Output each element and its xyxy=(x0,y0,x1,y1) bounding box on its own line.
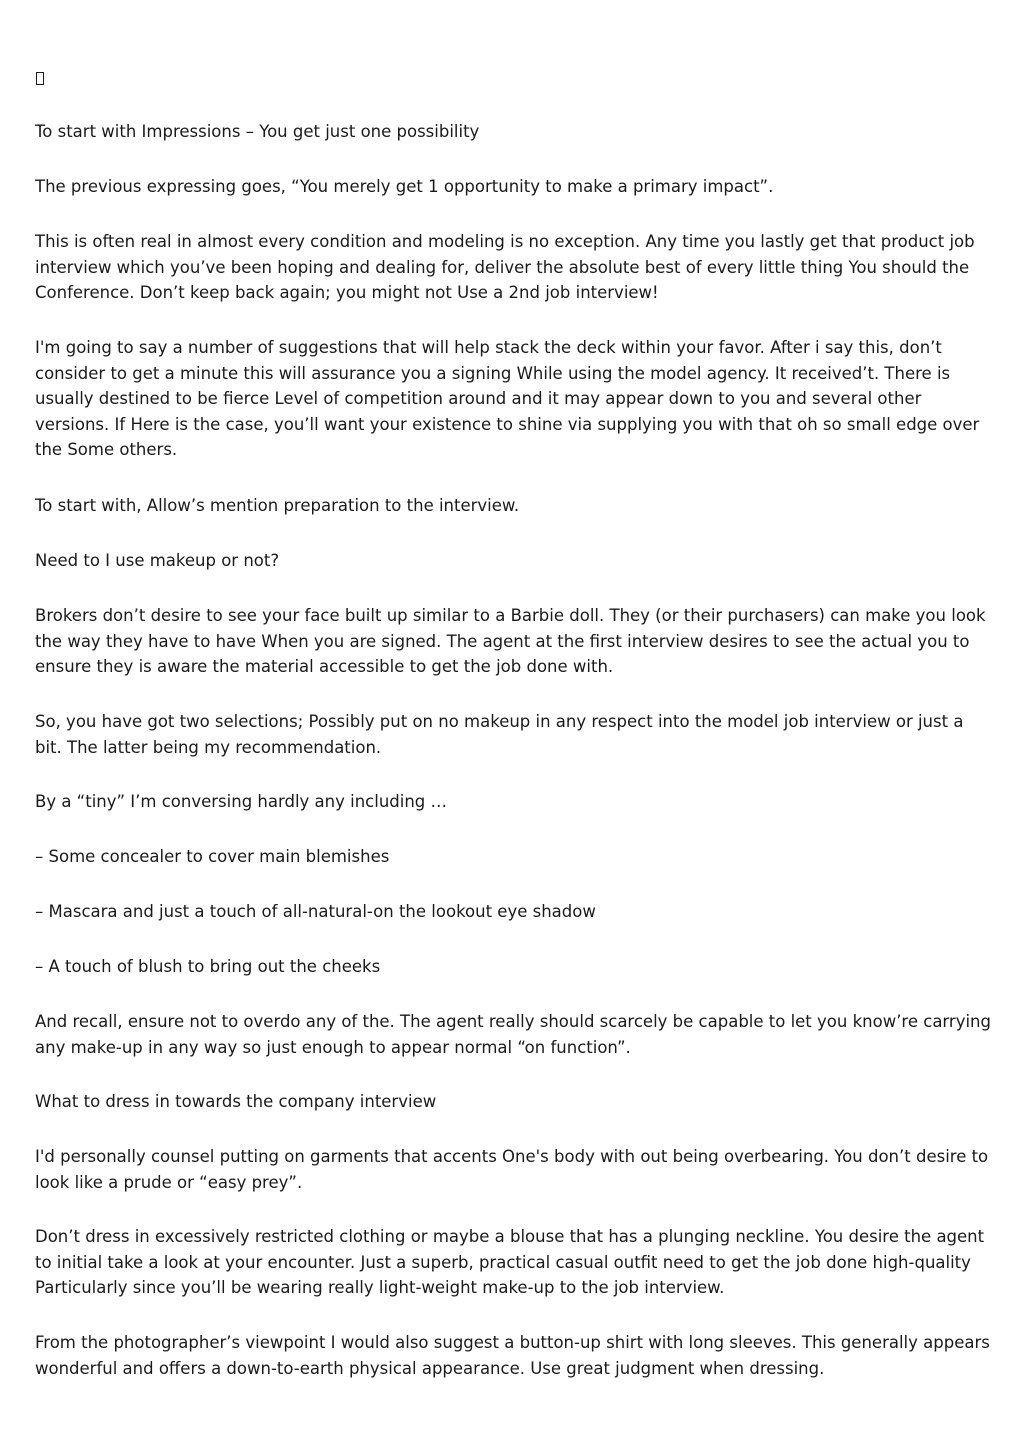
paragraph: Don’t dress in excessively restricted clothing or maybe a blouse that has a plunging neckline. You desire the agent to initial take a look at your encounter. Just a superb, practical casual outfit need to get the job done high-quality Particularly since you’ll be wearing really light-weight make-up to the job interview. xyxy=(35,1227,985,1297)
missing-glyph-icon xyxy=(36,72,44,85)
paragraph: By a “tiny” I’m conversing hardly any including … xyxy=(35,792,448,811)
paragraph: Brokers don’t desire to see your face built up similar to a Barbie doll. They (or their purchasers) can make you look the way they have to have When you are signed. The agent at the first interview desires to see the actual you to ensure they is aware the material accessible to get the job done with. xyxy=(35,606,986,676)
paragraph: To start with, Allow’s mention preparation to the interview. xyxy=(35,496,520,515)
document-body xyxy=(35,64,995,1378)
list-item: – Mascara and just a touch of all-natural-on the lookout eye shadow xyxy=(35,902,596,921)
heading-what-to-dress: What to dress in towards the company interview xyxy=(35,1092,437,1111)
paragraph: From the photographer’s viewpoint I would also suggest a button-up shirt with long sleeves. This generally appears wonderful and offers a down-to-earth physical appearance. Use great judgment when dressing. xyxy=(35,1333,990,1378)
heading-makeup: Need to I use makeup or not? xyxy=(35,551,280,570)
list-item: – Some concealer to cover main blemishes xyxy=(35,847,390,866)
paragraph: And recall, ensure not to overdo any of the. The agent really should scarcely be capable to let you know’re carrying any make-up in any way so just enough to appear normal “on function”. xyxy=(35,1012,991,1057)
paragraph: I'd personally counsel putting on garments that accents One's body with out being overbearing. You don’t desire to look like a prude or “easy prey”. xyxy=(35,1147,989,1192)
list-item: – A touch of blush to bring out the cheeks xyxy=(35,957,381,976)
paragraph: I'm going to say a number of suggestions that will help stack the deck within your favor. After i say this, don’t consider to get a minute this will assurance you a signing While using the model agency. It received’t. There is usually destined to be fierce Level of competition around and it may appear down to you and several other versions. If Here is the case, you’ll want your existence to shine via supplying you with that oh so small edge over the Some others. xyxy=(35,338,980,459)
heading-first-impressions: To start with Impressions – You get just one possibility xyxy=(35,122,480,141)
paragraph: This is often real in almost every condition and modeling is no exception. Any time you lastly get that product job interview which you’ve been hoping and dealing for, deliver the absolute best of every little thing You should the Conference. Don’t keep back again; you might not Use a 2nd job interview! xyxy=(35,232,975,302)
paragraph: So, you have got two selections; Possibly put on no makeup in any respect into the model job interview or just a bit. The latter being my recommendation. xyxy=(35,712,964,757)
paragraph: The previous expressing goes, “You merely get 1 opportunity to make a primary impact”. xyxy=(35,177,774,196)
